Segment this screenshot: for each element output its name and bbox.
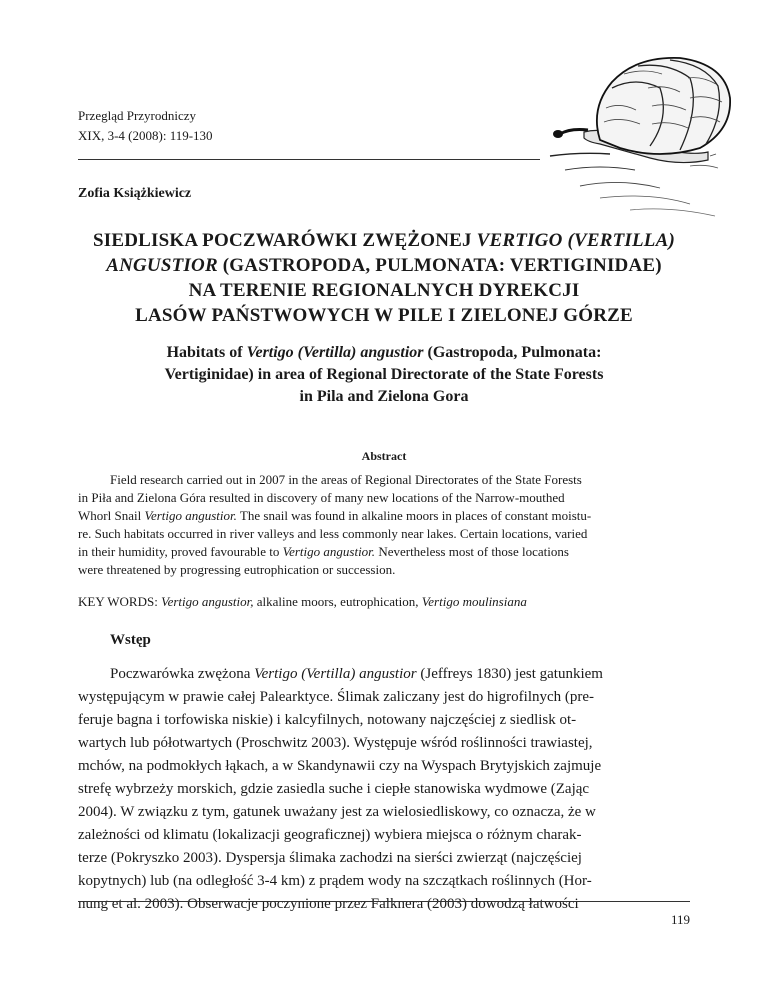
abstract-text [78,471,690,579]
body-text-run: (Jeffreys 1830) jest gatunkiem [416,666,603,682]
title-pl-text: SIEDLISKA POCZWARÓWKI ZWĘŻONEJ [92,230,477,251]
abstract-heading: Abstract [361,449,407,463]
body-line: zależności od klimatu (lokalizacji geograficznej) wybiera miejsca o różnym charak- [78,827,582,843]
snail-illustration [540,48,740,223]
title-en-species: Vertigo (Vertilla) angustior [246,344,424,361]
title-pl-line-3: NA TERENIE REGIONALNYCH DYREKCJI [188,280,580,301]
title-en-text: (Gastropoda, Pulmonata: [423,344,602,361]
body-text-run: Poczwarówka zwężona [110,666,255,682]
abstract-text-run: Whorl Snail [78,508,145,523]
title-en-line-3: in Pila and Zielona Gora [299,388,469,405]
journal-info [78,106,213,146]
abstract-line: Field research carried out in 2007 in the areas of Regional Directorates of the State Forests [110,472,582,487]
title-pl-species: VERTIGO (VERTILLA) [476,230,676,251]
page-number: 119 [670,912,690,927]
abstract-line: re. Such habitats occurred in river valleys and less commonly near lakes. Certain locations, varied [78,526,588,541]
body-line: występującym w prawie całej Palearktyce. Ślimak zaliczany jest do higrofilnych (pre- [78,689,595,705]
body-line: feruje bagna i torfowiska niskie) i kalcyfilnych, notowany najczęściej z siedlisk ot- [78,712,577,728]
title-en-text: Habitats of [166,344,247,361]
body-line: mchów, na podmokłych łąkach, a w Skandynawii czy na Wyspach Brytyjskich zajmuje [78,758,602,774]
body-line: terze (Pokryszko 2003). Dyspersja ślimaka zachodzi na sierści zwierząt (najczęściej [78,850,582,866]
title-pl-line-4: LASÓW PAŃSTWOWYCH W PILE I ZIELONEJ GÓRZE [135,305,633,326]
keywords [78,593,527,611]
journal-name: Przegląd Przyrodniczy [78,108,197,123]
body-species: Vertigo (Vertilla) angustior [254,666,417,682]
header-rule [78,159,540,160]
keywords-label: KEY WORDS: [78,594,162,609]
body-line [78,663,690,686]
title-en-line-2: Vertiginidae) in area of Regional Directorate of the State Forests [164,366,604,383]
abstract-line [78,507,690,525]
body-line: nung et al. 2003). Obserwacje poczynione przez Falknera (2003) dowodzą łatwości [78,896,579,912]
footer-rule [78,901,690,902]
abstract-line: were threatened by progressing eutrophication or succession. [78,562,396,577]
title-english [78,342,690,408]
body-line: kopytnych) lub (na odległość 3-4 km) z prądem wody na szczątkach roślinnych (Hor- [78,873,592,889]
keyword-species: Vertigo moulinsiana [421,594,527,609]
abstract-species: Vertigo angustior. [282,544,376,559]
section-heading: Wstęp [110,632,151,648]
body-line: strefę wybrzeży morskich, gdzie zasiedla suche i ciepłe stanowiska wydmowe (Zając [78,781,590,797]
keywords-text: alkaline moors, eutrophication, [253,594,422,609]
abstract-species: Vertigo angustior. [144,508,237,523]
keyword-species: Vertigo angustior, [161,594,254,609]
title-en-line-1 [78,342,690,364]
abstract-text-run: The snail was found in alkaline moors in places of constant moistu- [236,508,592,523]
body-line: 2004). W związku z tym, gatunek uważany jest za wielosiedliskowy, co oznacza, że w [78,804,596,820]
abstract-text-run: Nevertheless most of those locations [375,544,569,559]
body-paragraph [78,663,690,916]
title-pl-line-2 [60,253,708,278]
title-pl-line-1 [60,228,708,253]
abstract-text-run: in their humidity, proved favourable to [78,544,283,559]
title-pl-species: ANGUSTIOR [106,255,218,276]
body-line: wartych lub półotwartych (Proschwitz 2003). Występuje wśród roślinności trawiastej, [78,735,593,751]
abstract-line: in Piła and Zielona Góra resulted in discovery of many new locations of the Narrow-mouthed [78,490,565,505]
abstract-line [78,543,690,561]
title-polish [60,228,708,328]
journal-issue: XIX, 3-4 (2008): 119-130 [78,128,213,143]
author-name: Zofia Książkiewicz [78,186,192,201]
title-pl-text: (GASTROPODA, PULMONATA: VERTIGINIDAE) [217,255,662,276]
